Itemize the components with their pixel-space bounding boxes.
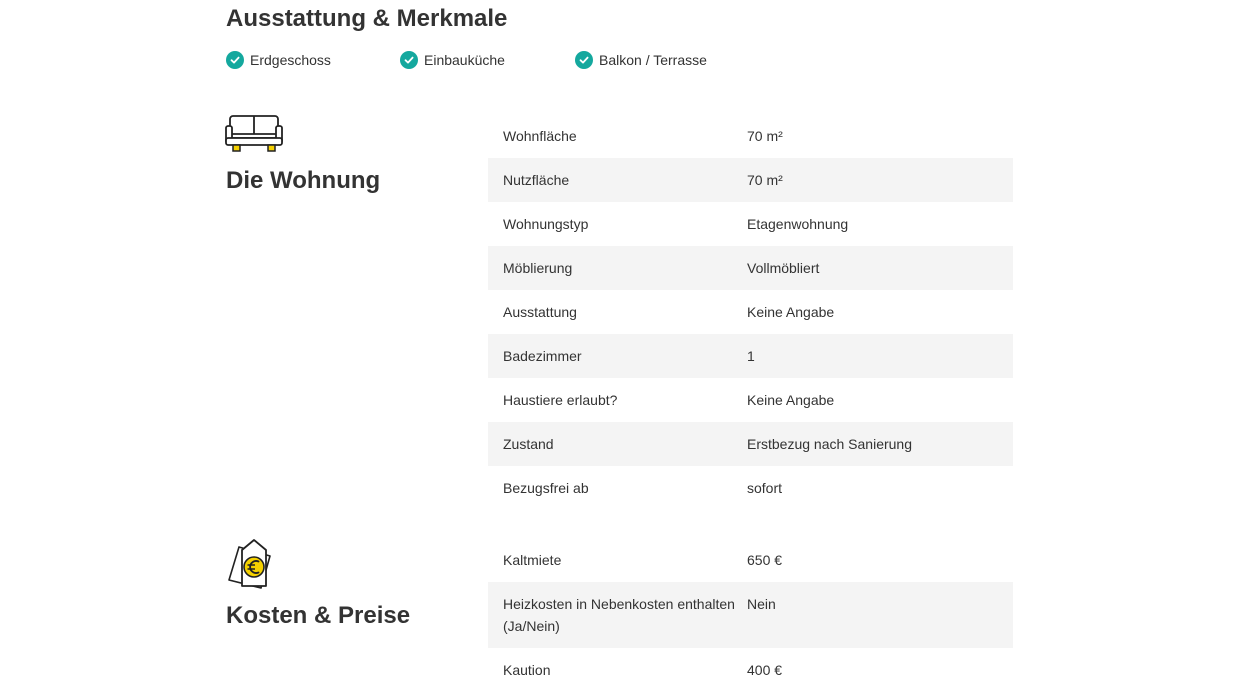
row-value: Keine Angabe	[747, 304, 835, 320]
table-row	[488, 334, 1013, 378]
row-label: Kaution	[503, 662, 551, 678]
feature-label: Balkon / Terrasse	[599, 52, 707, 68]
table-row	[488, 290, 1013, 334]
table-row	[488, 202, 1013, 246]
table-row	[488, 582, 1013, 648]
row-value: Keine Angabe	[747, 392, 835, 408]
row-value: 70 m²	[747, 172, 783, 188]
row-label: Haustiere erlaubt?	[503, 392, 618, 408]
table-row	[488, 378, 1013, 422]
row-label: Möblierung	[503, 260, 573, 276]
check-icon	[575, 51, 593, 69]
features-title: Ausstattung & Merkmale	[226, 5, 508, 32]
row-label: Wohnfläche	[503, 128, 577, 144]
table-row	[488, 538, 1013, 582]
row-value: Nein	[747, 596, 776, 612]
row-label: Bezugsfrei ab	[503, 480, 589, 496]
check-icon	[400, 51, 418, 69]
row-value: 400 €	[747, 662, 783, 678]
feature-label: Einbauküche	[424, 52, 505, 68]
row-label: Badezimmer	[503, 348, 582, 364]
section-title-wohnung: Die Wohnung	[226, 167, 381, 194]
feature-item-erdgeschoss	[226, 50, 331, 70]
feature-item-einbaukueche	[400, 50, 505, 70]
table-row	[488, 246, 1013, 290]
table-row	[488, 422, 1013, 466]
check-icon	[226, 51, 244, 69]
feature-item-balkon-terrasse	[575, 50, 707, 70]
row-label: Zustand	[503, 436, 554, 452]
row-value: 1	[747, 348, 755, 364]
row-label: Ausstattung	[503, 304, 577, 320]
table-row	[488, 648, 1013, 692]
sofa-icon	[225, 114, 287, 159]
row-value: 650 €	[747, 552, 783, 568]
row-value: Etagenwohnung	[747, 216, 849, 232]
row-label: Nutzfläche	[503, 172, 570, 188]
euro-price-tag-icon	[226, 538, 276, 595]
apartment-details-table	[488, 114, 1013, 510]
table-row	[488, 114, 1013, 158]
row-label: Heizkosten in Nebenkosten enthalten (Ja/Nein)	[503, 596, 735, 634]
row-value: Vollmöbliert	[747, 260, 820, 276]
row-label: Wohnungstyp	[503, 216, 589, 232]
section-title-kosten: Kosten & Preise	[226, 602, 411, 629]
row-label: Kaltmiete	[503, 552, 562, 568]
table-row	[488, 158, 1013, 202]
feature-label: Erdgeschoss	[250, 52, 331, 68]
table-row	[488, 466, 1013, 510]
row-value: Erstbezug nach Sanierung	[747, 436, 912, 452]
costs-details-table	[488, 538, 1013, 692]
row-value: sofort	[747, 480, 783, 496]
row-value: 70 m²	[747, 128, 783, 144]
